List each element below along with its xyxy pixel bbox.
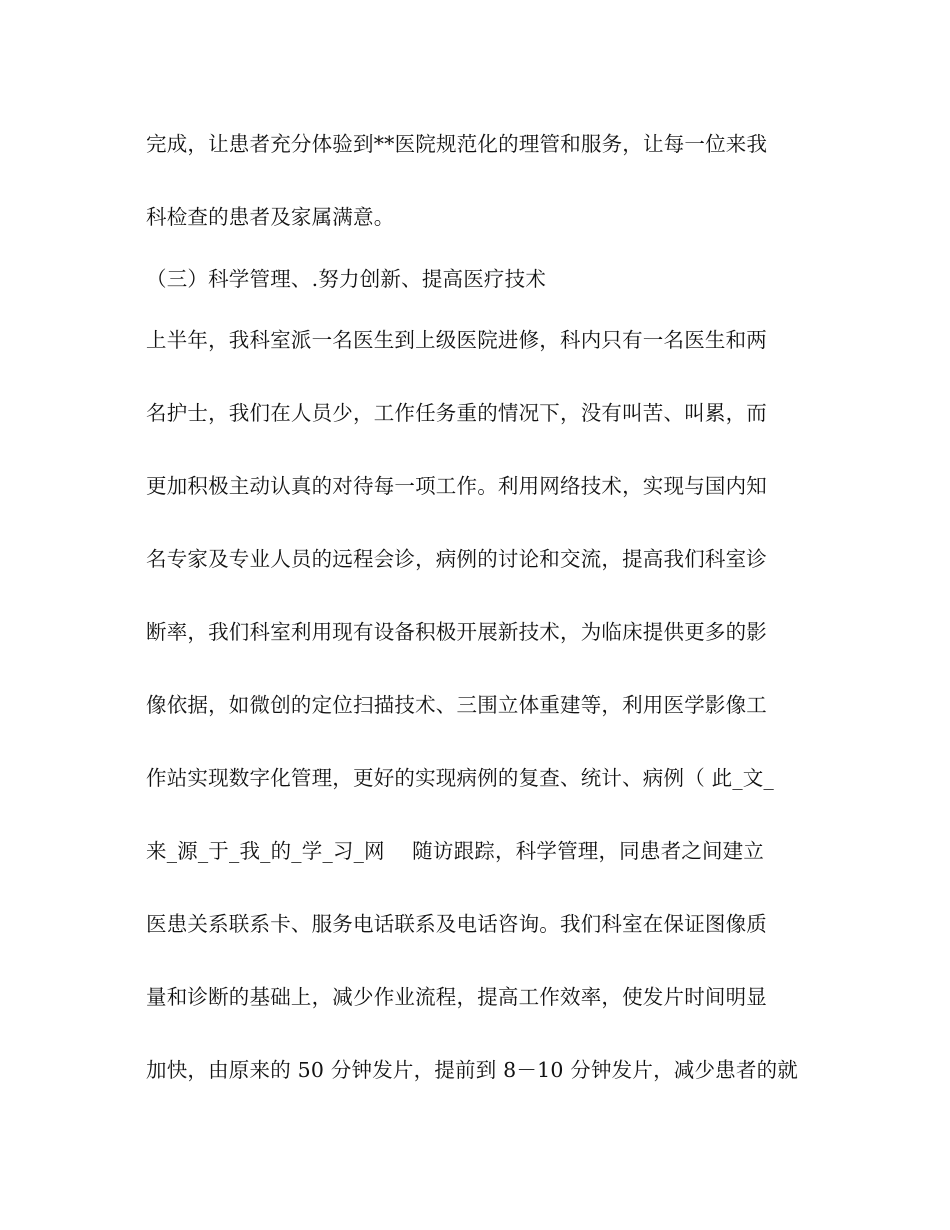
body-text-line: 来_源_于_我_的_学_习_网 随访跟踪，科学管理，同患者之间建立 bbox=[146, 839, 765, 863]
body-text-line: 作站实现数字化管理，更好的实现病例的复查、统计、病例（ 此_文_ bbox=[146, 766, 774, 790]
body-text-line: 名护士，我们在人员少，工作任务重的情况下，没有叫苦、叫累，而 bbox=[146, 401, 767, 425]
body-text-line: 科检查的患者及家属满意。 bbox=[146, 205, 395, 229]
body-text-line: 更加积极主动认真的对待每一项工作。利用网络技术，实现与国内知 bbox=[146, 474, 767, 498]
body-text-line: 名专家及专业人员的远程会诊，病例的讨论和交流，提高我们科室诊 bbox=[146, 547, 767, 571]
body-text-line: 断率，我们科室利用现有设备积极开展新技术，为临床提供更多的影 bbox=[146, 620, 767, 644]
body-text-line: 上半年，我科室派一名医生到上级医院进修，科内只有一名医生和两 bbox=[146, 328, 767, 352]
body-text-line: 完成，让患者充分体验到**医院规范化的理管和服务，让每一位来我 bbox=[146, 132, 768, 156]
body-text-line: 像依据，如微创的定位扫描技术、三围立体重建等，利用医学影像工 bbox=[146, 693, 767, 717]
body-text-line: 医患关系联系卡、服务电话联系及电话咨询。我们科室在保证图像质 bbox=[146, 912, 767, 936]
body-text-line: 加快，由原来的 50 分钟发片，提前到 8－10 分钟发片，减少患者的就 bbox=[146, 1058, 798, 1082]
body-text-line: 量和诊断的基础上，减少作业流程，提高工作效率，使发片时间明显 bbox=[146, 985, 767, 1009]
section-heading: （三）科学管理、.努力创新、提高医疗技术 bbox=[146, 267, 547, 291]
